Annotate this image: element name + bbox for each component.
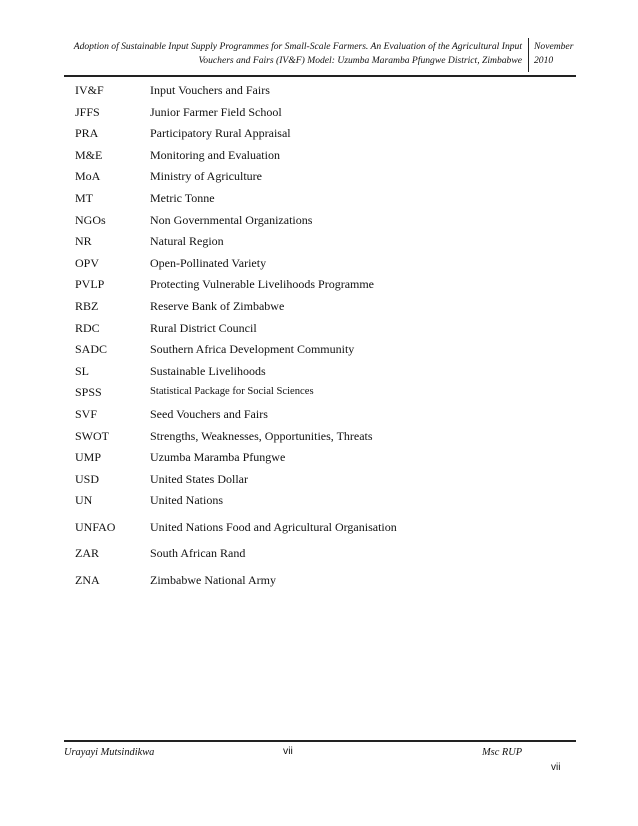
definition: Zimbabwe National Army bbox=[150, 573, 276, 588]
list-item bbox=[75, 341, 575, 363]
header-divider bbox=[528, 38, 529, 72]
definition: Junior Farmer Field School bbox=[150, 104, 282, 119]
definition: South African Rand bbox=[150, 546, 246, 561]
header-date-month: November bbox=[534, 41, 574, 52]
abbreviation: USD bbox=[75, 471, 100, 486]
definition: Statistical Package for Social Sciences bbox=[150, 386, 314, 398]
list-item bbox=[75, 363, 575, 385]
page-number: vii bbox=[551, 762, 561, 773]
definition: Natural Region bbox=[150, 234, 224, 249]
list-item bbox=[75, 147, 575, 169]
list-item bbox=[75, 406, 575, 428]
definition: Rural District Council bbox=[150, 320, 257, 335]
abbreviation: UN bbox=[75, 493, 93, 508]
running-header bbox=[64, 40, 576, 72]
definition: Southern Africa Development Community bbox=[150, 342, 355, 357]
header-title bbox=[64, 40, 522, 68]
list-item bbox=[75, 233, 575, 255]
definition: Uzumba Maramba Pfungwe bbox=[150, 450, 286, 465]
definition: Ministry of Agriculture bbox=[150, 169, 262, 184]
abbreviation: JFFS bbox=[75, 104, 100, 119]
definition: Input Vouchers and Fairs bbox=[150, 83, 270, 97]
abbreviation: NGOs bbox=[75, 212, 106, 227]
header-title-line2: Vouchers and Fairs (IV&F) Model: Uzumba Maramba Pfungwe District, Zimbabwe bbox=[198, 55, 522, 66]
definition: United Nations Food and Agricultural Organisation bbox=[150, 519, 397, 534]
list-item bbox=[75, 168, 575, 190]
list-item bbox=[75, 276, 575, 298]
abbreviation: SPSS bbox=[75, 385, 102, 400]
abbreviation: OPV bbox=[75, 255, 100, 270]
header-date-year: 2010 bbox=[534, 55, 554, 66]
list-item bbox=[75, 82, 575, 104]
list-item bbox=[75, 190, 575, 212]
list-item bbox=[75, 449, 575, 471]
abbreviation: IV&F bbox=[75, 83, 104, 97]
definition: Seed Vouchers and Fairs bbox=[150, 406, 268, 421]
definition: Participatory Rural Appraisal bbox=[150, 126, 291, 141]
abbreviation: RBZ bbox=[75, 298, 99, 313]
abbreviation: UMP bbox=[75, 450, 102, 465]
list-item bbox=[75, 104, 575, 126]
header-date bbox=[534, 40, 573, 68]
abbreviation: UNFAO bbox=[75, 519, 116, 534]
abbreviation: MT bbox=[75, 190, 93, 205]
definition: Reserve Bank of Zimbabwe bbox=[150, 298, 285, 313]
list-item bbox=[75, 255, 575, 277]
list-item bbox=[75, 471, 575, 493]
definition: United States Dollar bbox=[150, 471, 248, 486]
list-item bbox=[75, 519, 575, 541]
list-item bbox=[75, 298, 575, 320]
definition: Monitoring and Evaluation bbox=[150, 147, 280, 162]
abbreviation: ZNA bbox=[75, 573, 100, 588]
list-item bbox=[75, 384, 575, 406]
abbreviation: NR bbox=[75, 234, 92, 249]
list-item bbox=[75, 572, 575, 594]
definition: Open-Pollinated Variety bbox=[150, 255, 267, 270]
footer-author: Urayayi Mutsindikwa bbox=[64, 747, 155, 758]
footer-degree: Msc RUP bbox=[482, 747, 523, 758]
list-item bbox=[75, 320, 575, 342]
abbreviation: SVF bbox=[75, 406, 98, 421]
definition: Metric Tonne bbox=[150, 190, 215, 205]
list-item bbox=[75, 545, 575, 567]
list-item bbox=[75, 212, 575, 234]
abbreviation: M&E bbox=[75, 147, 103, 162]
abbreviation: SWOT bbox=[75, 428, 109, 443]
definition: Protecting Vulnerable Livelihoods Programme bbox=[150, 277, 375, 292]
footer-page-number: vii bbox=[283, 746, 293, 757]
abbreviation: MoA bbox=[75, 169, 101, 184]
header-title-line1: Adoption of Sustainable Input Supply Programmes for Small-Scale Farmers. An Evaluation of the Agricultural Input bbox=[73, 41, 522, 52]
definition: Sustainable Livelihoods bbox=[150, 363, 266, 378]
abbreviation: ZAR bbox=[75, 546, 99, 561]
list-item bbox=[75, 492, 575, 514]
abbreviation: SADC bbox=[75, 342, 108, 357]
footer-rule bbox=[64, 740, 576, 742]
definition: Non Governmental Organizations bbox=[150, 212, 313, 227]
abbreviation: RDC bbox=[75, 320, 100, 335]
header-rule bbox=[64, 75, 576, 77]
definition: United Nations bbox=[150, 493, 223, 508]
definition: Strengths, Weaknesses, Opportunities, Threats bbox=[150, 428, 373, 443]
abbreviation: PVLP bbox=[75, 277, 105, 292]
list-item bbox=[75, 428, 575, 450]
list-item bbox=[75, 125, 575, 147]
abbreviation-list bbox=[75, 82, 575, 594]
abbreviation: SL bbox=[75, 363, 90, 378]
abbreviation: PRA bbox=[75, 126, 99, 141]
